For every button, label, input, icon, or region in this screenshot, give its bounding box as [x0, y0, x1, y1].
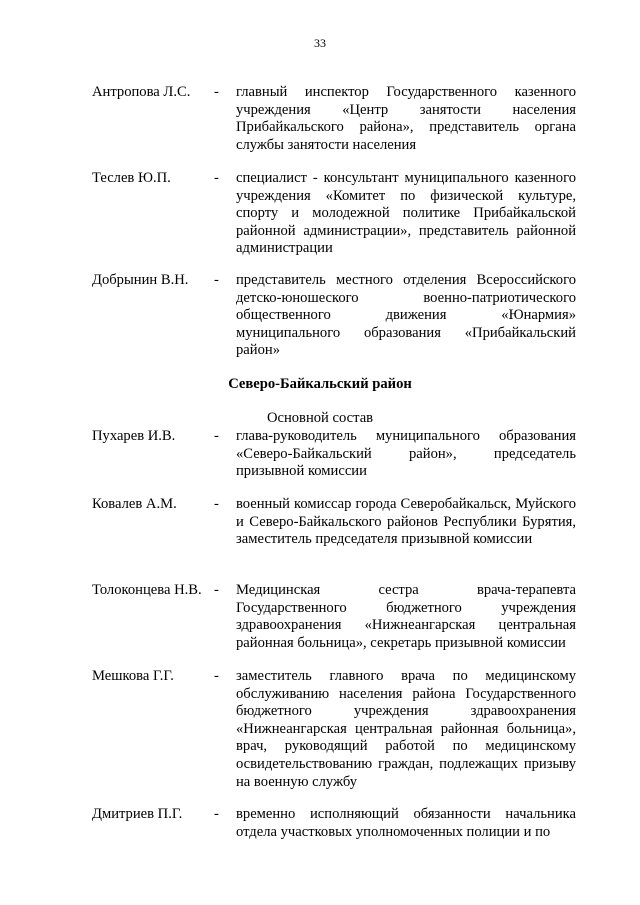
member-name: Антропова Л.С. [92, 84, 191, 100]
page-number: 33 [314, 36, 326, 50]
member-name: Дмитриев П.Г. [92, 806, 183, 822]
member-dash: - [214, 496, 219, 512]
member-dash: - [214, 668, 219, 684]
section-subheading: Основной состав [266, 410, 374, 426]
member-name: Мешкова Г.Г. [92, 668, 174, 684]
member-description: военный комиссар города Северобайкальск, Муйского и Северо-Байкальского районов Республики Бурятия, заместитель председателя призывной комиссии [236, 496, 576, 548]
member-dash: - [214, 428, 219, 444]
member-name: Пухарев И.В. [92, 428, 176, 444]
member-name: Добрынин В.Н. [92, 272, 189, 288]
member-dash: - [214, 84, 219, 100]
member-description: временно исполняющий обязанности начальника отдела участковых уполномоченных полиции и по [236, 806, 576, 840]
member-name: Ковалев А.М. [92, 496, 177, 512]
member-name: Толоконцева Н.В. [92, 582, 202, 598]
member-description: представитель местного отделения Всероссийского детско-юношеского военно-патриотического общественного движения «Юнармия» муниципального образования «Прибайкальский район» [236, 272, 576, 359]
section-heading: Северо-Байкальский район [228, 376, 412, 392]
member-description: заместитель главного врача по медицинскому обслуживанию населения района Государственного бюджетного учреждения здравоохранения «Нижнеангарская центральная районная больница», врач, руководящий работой по медицинскому освидетельствованию граждан, подлежащих призыву на военную службу [236, 668, 576, 790]
member-description: главный инспектор Государственного казенного учреждения «Центр занятости населения Прибайкальского района», представитель органа службы занятости населения [236, 84, 576, 153]
member-dash: - [214, 582, 219, 598]
member-dash: - [214, 170, 219, 186]
member-description: Медицинская сестра врача-терапевта Государственного бюджетного учреждения здравоохранения «Нижнеангарская центральная районная больница», секретарь призывной комиссии [236, 582, 576, 651]
member-description: специалист - консультант муниципального казенного учреждения «Комитет по физической культуре, спорту и молодежной политике Прибайкальской районной администрации», представитель районной администрации [236, 170, 576, 257]
member-description: глава-руководитель муниципального образования «Северо-Байкальский район», председатель призывной комиссии [236, 428, 576, 480]
member-dash: - [214, 272, 219, 288]
member-dash: - [214, 806, 219, 822]
member-name: Теслев Ю.П. [92, 170, 171, 186]
